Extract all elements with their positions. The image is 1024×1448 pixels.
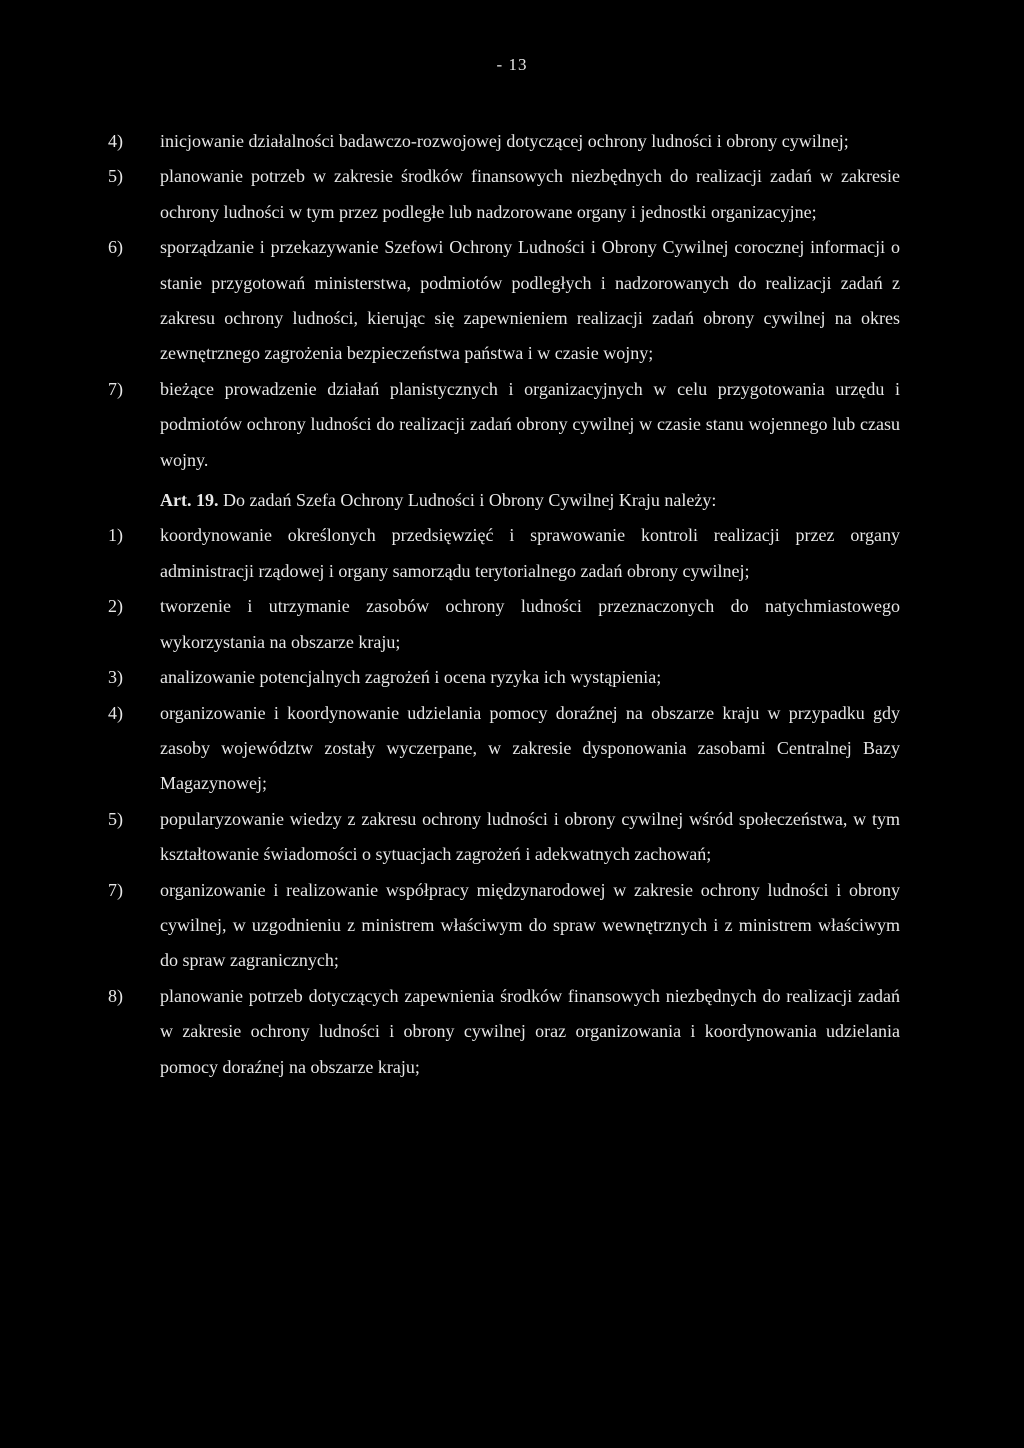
list-item [108, 660, 900, 695]
list-item-number: 3) [108, 667, 123, 688]
list-item [108, 696, 900, 802]
list-item-text: planowanie potrzeb dotyczących zapewnienia środków finansowych niezbędnych do realizacji zadań w zakresie ochrony ludności i obrony cywilnej oraz organizowania i koordynowania udzielania pomocy doraźnej na obszarze kraju; [160, 985, 900, 1077]
list-item-text: bieżące prowadzenie działań planistycznych i organizacyjnych w celu przygotowania urzędu i podmiotów ochrony ludności do realizacji zadań obrony cywilnej w czasie stanu wojennego lub czasu wojny. [160, 378, 900, 470]
list-item [108, 159, 900, 230]
list-item [108, 589, 900, 660]
task-list-continued [108, 124, 900, 478]
list-item-number: 4) [108, 702, 123, 723]
list-item-text: planowanie potrzeb w zakresie środków finansowych niezbędnych do realizacji zadań w zakresie ochrony ludności w tym przez podległe lub nadzorowane organy i jednostki organizacyjne; [160, 166, 900, 222]
list-item-number: 7) [108, 879, 123, 900]
article-number: Art. 19. [160, 490, 219, 511]
list-item-number: 5) [108, 166, 123, 187]
list-item-text: organizowanie i koordynowanie udzielania pomocy doraźnej na obszarze kraju w przypadku gdy zasoby województw zostały wyczerpane, w zakresie dysponowania zasobami Centralnej Bazy Magazynowej; [160, 702, 900, 794]
list-item-number: 7) [108, 378, 123, 399]
article-19-task-list [108, 518, 900, 1085]
list-item [108, 230, 900, 372]
list-item-text: koordynowanie określonych przedsięwzięć i sprawowanie kontroli realizacji przez organy administracji rządowej i organy samorządu terytorialnego zadań obrony cywilnej; [160, 525, 900, 581]
list-item-number: 6) [108, 237, 123, 258]
list-item-text: popularyzowanie wiedzy z zakresu ochrony ludności i obrony cywilnej wśród społeczeństwa, w tym kształtowanie świadomości o sytuacjach zagrożeń i adekwatnych zachowań; [160, 808, 900, 865]
article-heading [108, 483, 900, 518]
page-number: - 13 [496, 55, 528, 74]
list-item [108, 802, 900, 873]
list-item-number: 1) [108, 525, 123, 546]
list-item-number: 5) [108, 808, 123, 829]
list-item-text: sporządzanie i przekazywanie Szefowi Ochrony Ludności i Obrony Cywilnej corocznej informacji o stanie przygotowań ministerstwa, podmiotów podległych i nadzorowanych do realizacji zadań z zakresu ochrony ludności, kierując się zapewnieniem realizacji zadań obrony cywilnej na okres zewnętrznego zagrożenia bezpieczeństwa państwa i w czasie wojny; [160, 237, 900, 364]
list-item [108, 372, 900, 478]
list-item-number: 8) [108, 985, 123, 1006]
list-item [108, 518, 900, 589]
list-item-text: inicjowanie działalności badawczo-rozwojowej dotyczącej ochrony ludności i obrony cywilnej; [160, 131, 849, 151]
list-item-number: 2) [108, 596, 123, 617]
list-item-text: tworzenie i utrzymanie zasobów ochrony ludności przeznaczonych do natychmiastowego wykorzystania na obszarze kraju; [160, 596, 900, 652]
list-item-number: 4) [108, 131, 123, 151]
list-item-text: analizowanie potencjalnych zagrożeń i ocena ryzyka ich wystąpienia; [160, 667, 662, 688]
list-item [108, 124, 900, 159]
list-item [108, 873, 900, 979]
document-body [108, 124, 900, 1085]
list-item-text: organizowanie i realizowanie współpracy międzynarodowej w zakresie ochrony ludności i obrony cywilnej, w uzgodnieniu z ministrem właściwym do spraw wewnętrznych i z ministrem właściwym do spraw zagranicznych; [160, 879, 900, 971]
article-intro: Do zadań Szefa Ochrony Ludności i Obrony Cywilnej Kraju należy: [222, 490, 717, 511]
list-item [108, 979, 900, 1085]
